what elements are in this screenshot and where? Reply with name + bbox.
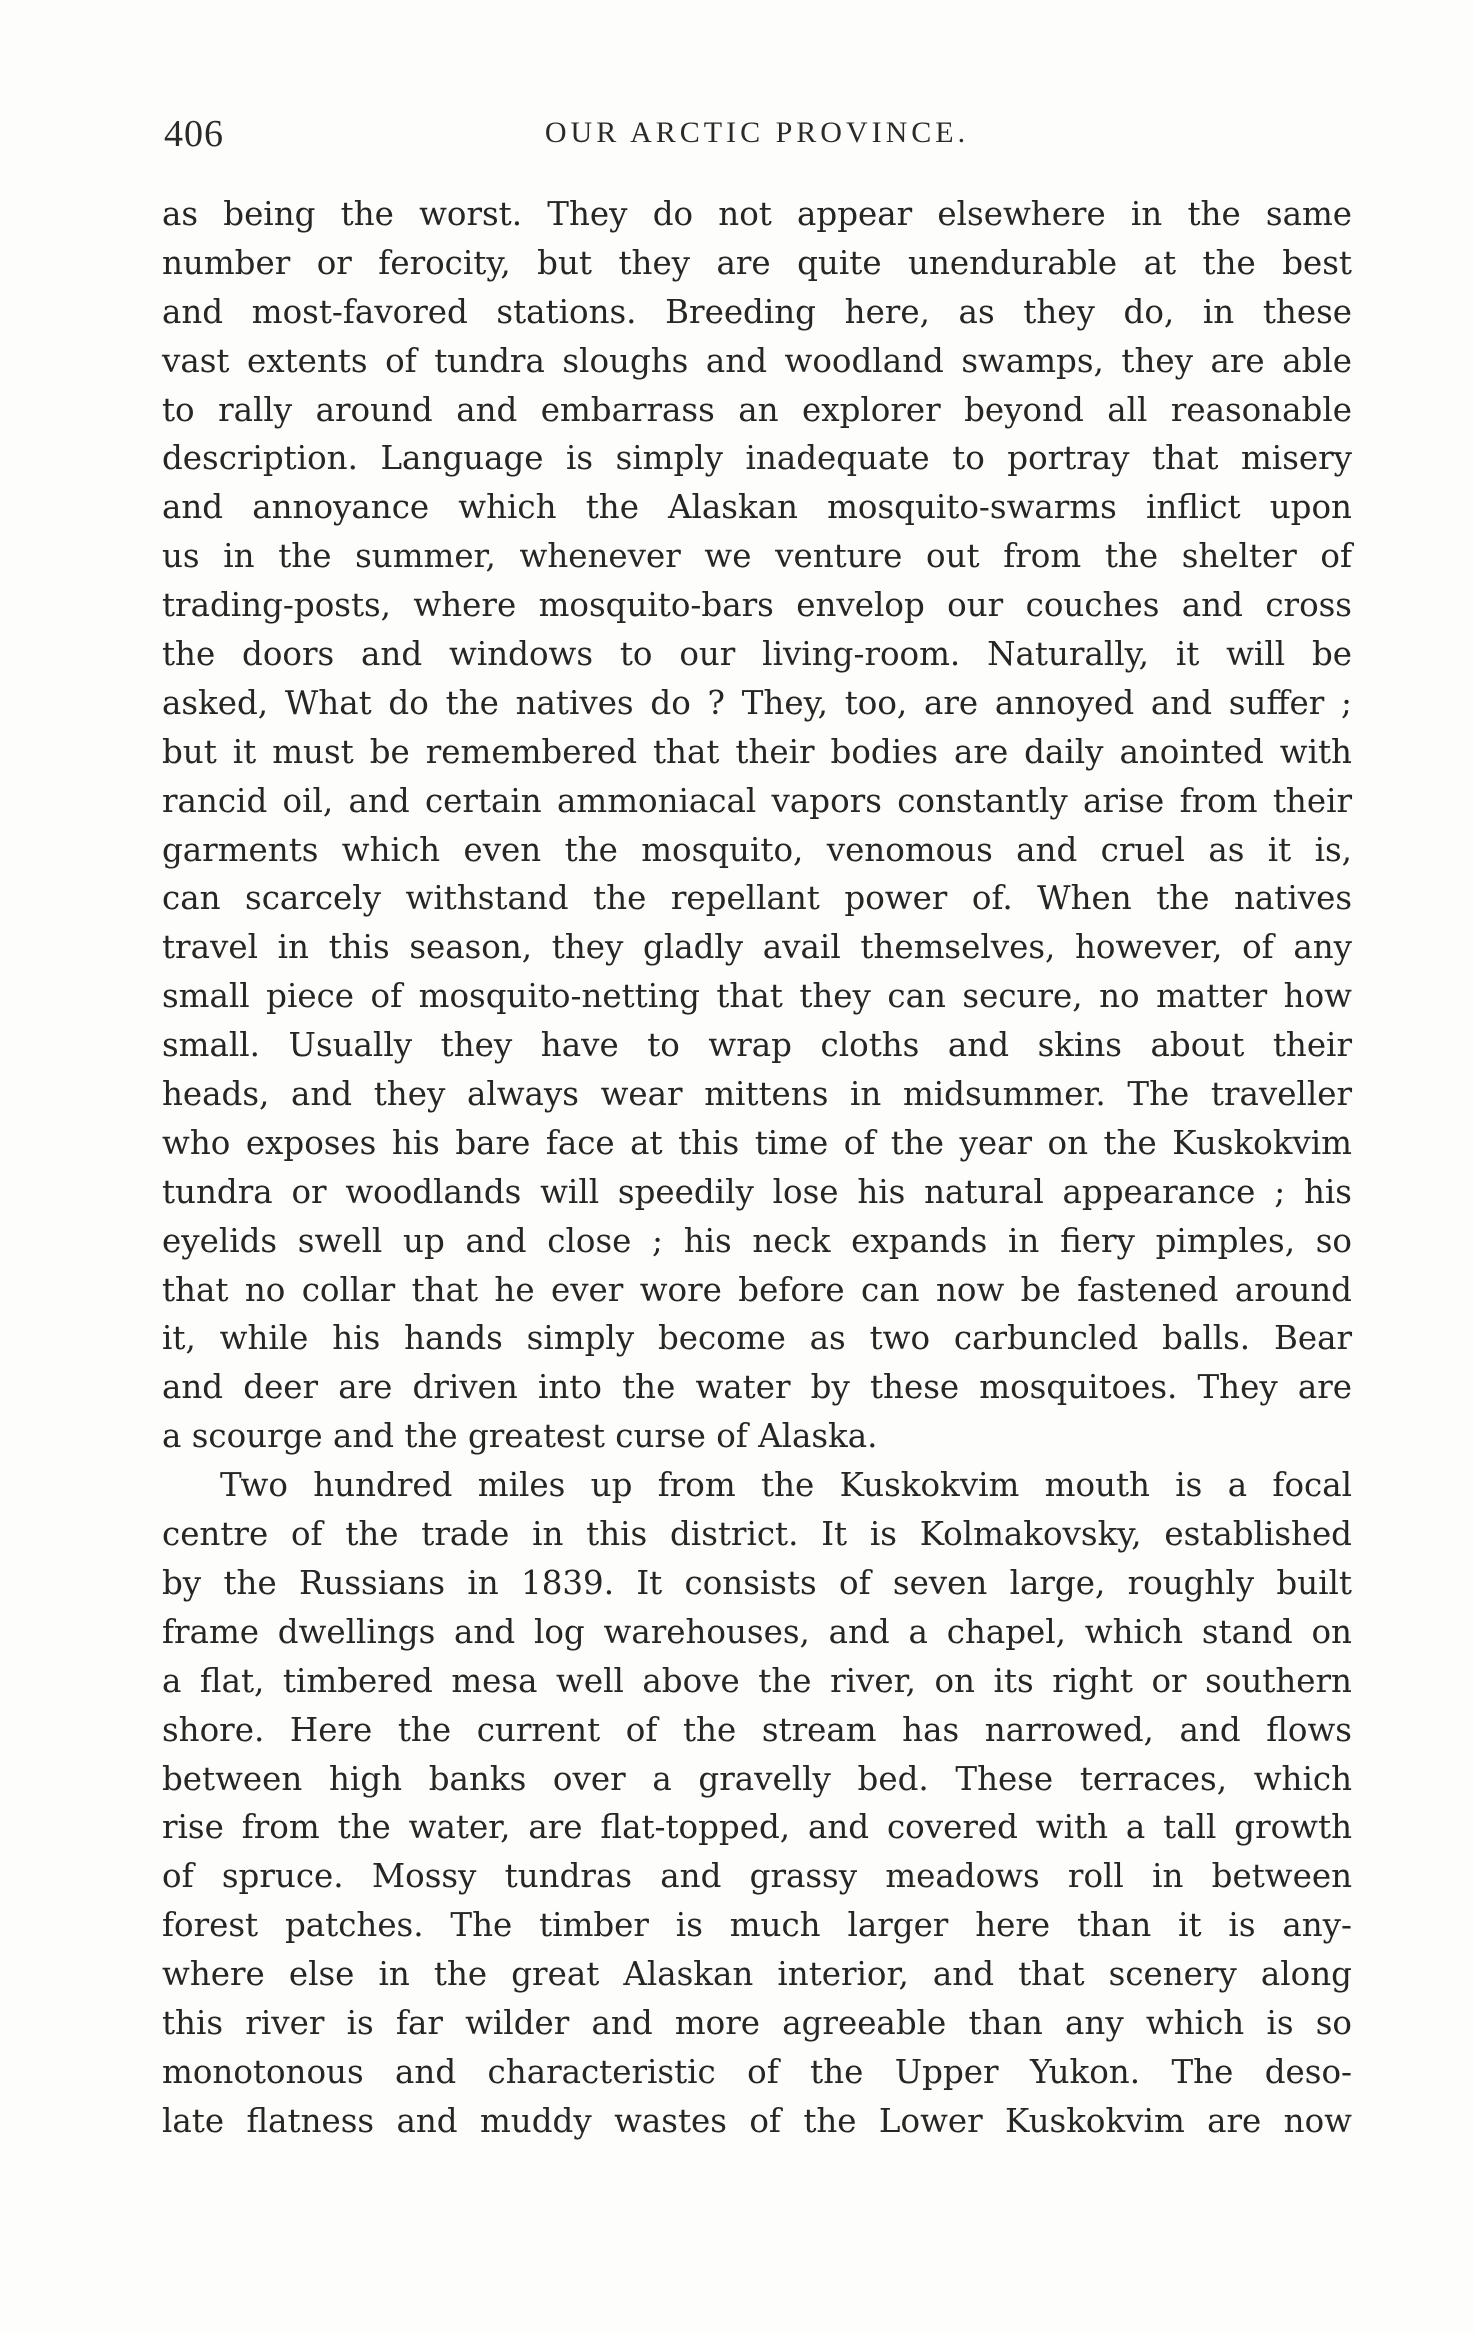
text-line: frame dwellings and log warehouses, and a chapel, which stand on [162, 1612, 1352, 1651]
text-line: as being the worst. They do not appear elsewhere in the same [162, 195, 1352, 233]
text-line: can scarcely withstand the repellant power of. When the natives [162, 879, 1352, 918]
text-line: centre of the trade in this district. It is Kolmakovsky, established [162, 1515, 1352, 1554]
text-line: small. Usually they have to wrap cloths and skins about their [162, 1026, 1352, 1065]
text-line: who exposes his bare face at this time of the year on the Kuskokvim [162, 1123, 1352, 1162]
text-line: eyelids swell up and close ; his neck expands in fiery pimples, so [162, 1221, 1352, 1260]
text-line: of spruce. Mossy tundras and grassy meadows roll in between [162, 1857, 1352, 1896]
text-line: this river is far wilder and more agreeable than any which is so [162, 2003, 1352, 2042]
text-line: a flat, timbered mesa well above the river, on its right or southern [162, 1661, 1352, 1700]
text-line: heads, and they always wear mittens in midsummer. The traveller [162, 1075, 1352, 1114]
text-line: travel in this season, they gladly avail themselves, however, of any [162, 928, 1352, 967]
text-line: small piece of mosquito-netting that they can secure, no matter how [162, 977, 1352, 1016]
running-head [164, 112, 1350, 160]
text-line: but it must be remembered that their bodies are daily anointed with [162, 732, 1352, 771]
text-line: garments which even the mosquito, venomous and cruel as it is, [162, 830, 1352, 869]
text-line: and annoyance which the Alaskan mosquito-swarms inflict upon [162, 488, 1352, 527]
text-line: number or ferocity, but they are quite unendurable at the best [162, 243, 1352, 282]
text-line: the doors and windows to our living-room. Naturally, it will be [162, 635, 1352, 674]
paragraph-start-line: Two hundred miles up from the Kuskokvim mouth is a focal [220, 1466, 1352, 1505]
body-text [162, 190, 1352, 2146]
text-line: and most-favored stations. Breeding here, as they do, in these [162, 292, 1352, 331]
text-line: rancid oil, and certain ammoniacal vapors constantly arise from their [162, 781, 1352, 820]
text-line: between high banks over a gravelly bed. These terraces, which [162, 1759, 1352, 1798]
text-line: us in the summer, whenever we venture out from the shelter of [162, 537, 1352, 576]
paragraph-end-line: a scourge and the greatest curse of Alaska. [162, 1417, 878, 1456]
text-line: by the Russians in 1839. It consists of seven large, roughly built [162, 1563, 1352, 1602]
text-line: description. Language is simply inadequate to portray that misery [162, 439, 1352, 478]
text-line: that no collar that he ever wore before can now be fastened around [162, 1270, 1352, 1309]
text-line: asked, What do the natives do ? They, too, are annoyed and suffer ; [162, 683, 1352, 722]
text-line: vast extents of tundra sloughs and woodland swamps, they are able [162, 341, 1352, 380]
text-line: monotonous and characteristic of the Upper Yukon. The deso- [162, 2052, 1352, 2091]
text-line: trading-posts, where mosquito-bars envelop our couches and cross [162, 586, 1352, 625]
text-line: tundra or woodlands will speedily lose his natural appearance ; his [162, 1172, 1352, 1211]
text-line: it, while his hands simply become as two carbuncled balls. Bear [162, 1319, 1352, 1358]
running-title: OUR ARCTIC PROVINCE. [544, 116, 970, 149]
text-line: where else in the great Alaskan interior, and that scenery along [162, 1955, 1352, 1994]
text-line: rise from the water, are flat-topped, and covered with a tall growth [162, 1808, 1352, 1847]
text-line: late flatness and muddy wastes of the Lower Kuskokvim are now [162, 2101, 1352, 2140]
text-line: and deer are driven into the water by these mosquitoes. They are [162, 1368, 1352, 1407]
text-line: to rally around and embarrass an explorer beyond all reasonable [162, 390, 1352, 429]
text-line: forest patches. The timber is much larger here than it is any- [162, 1906, 1352, 1945]
page-number: 406 [164, 113, 224, 155]
text-line: shore. Here the current of the stream has narrowed, and flows [162, 1710, 1352, 1749]
